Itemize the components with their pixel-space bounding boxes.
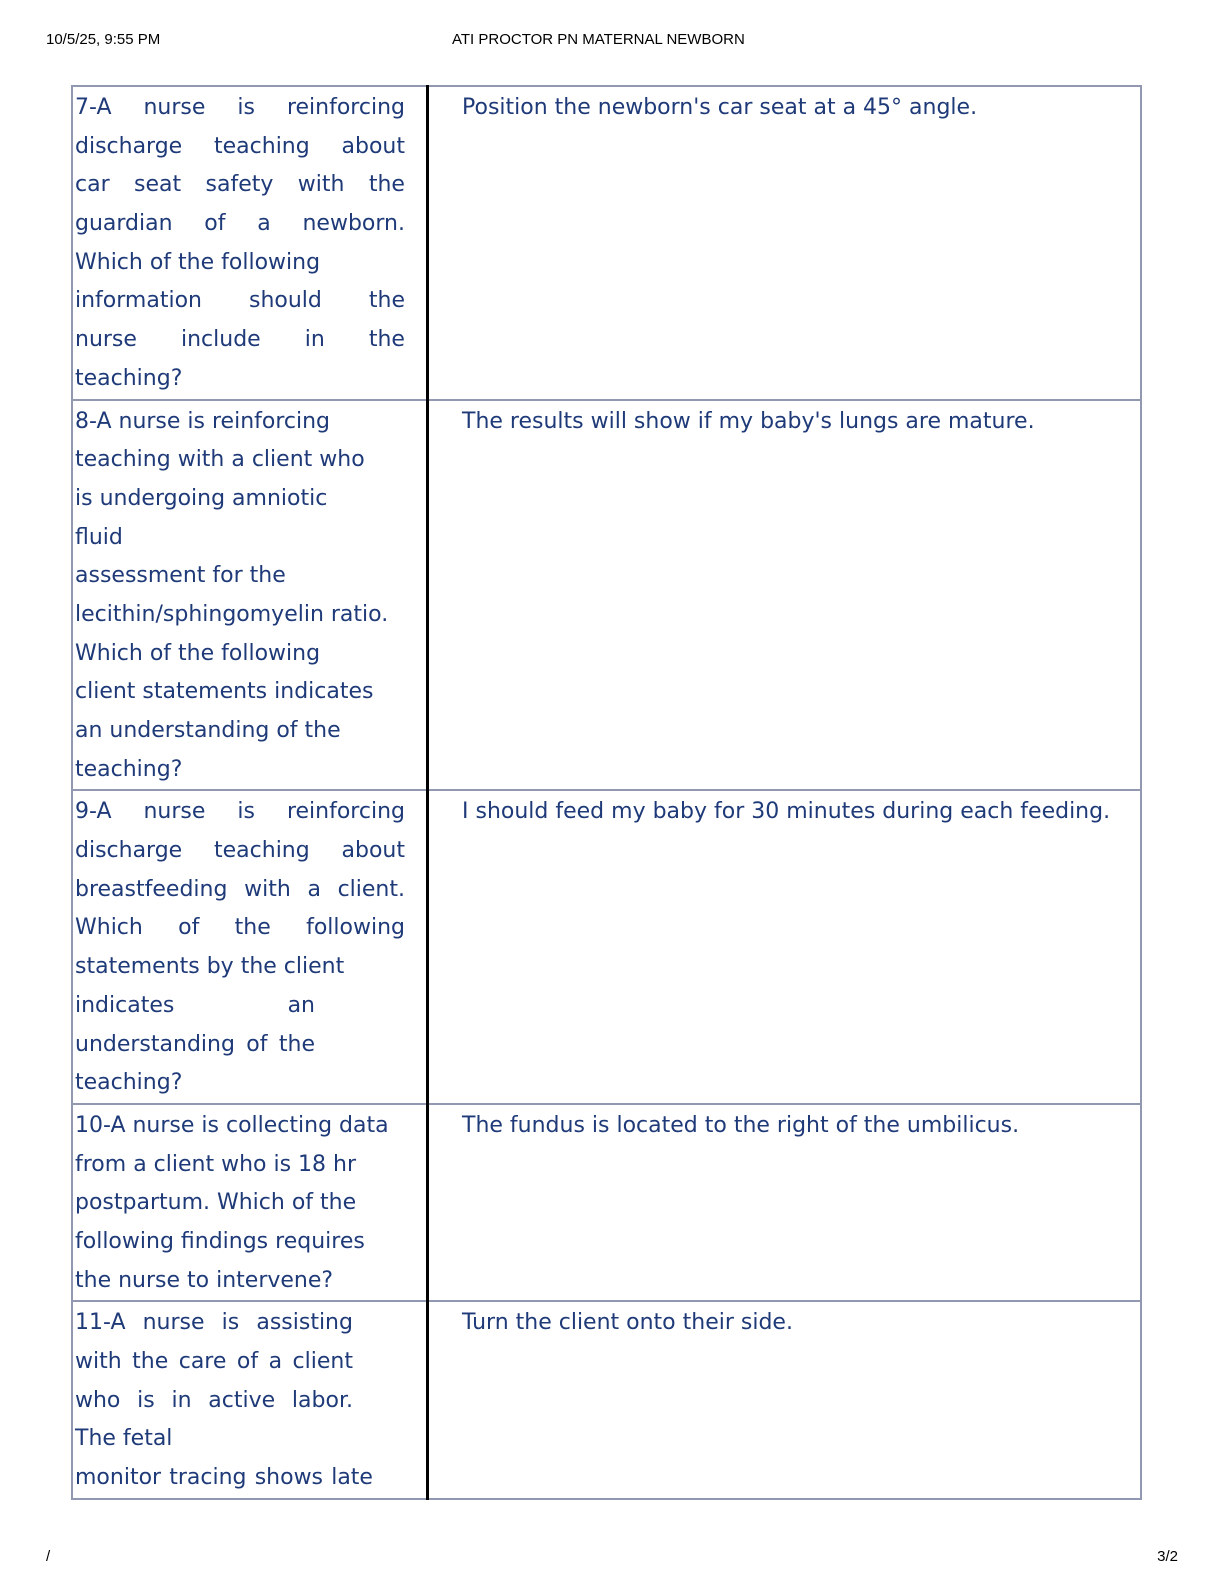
question-cell (72, 790, 428, 1104)
print-header (46, 31, 1178, 51)
question-word: in (304, 327, 325, 353)
question-word: is (137, 1387, 155, 1413)
question-line (75, 166, 405, 205)
question-cell (72, 1301, 428, 1498)
answer-cell (428, 790, 1142, 1104)
question-word: care (178, 1349, 227, 1374)
question-word: nurse (75, 327, 137, 353)
footer-path: / (46, 1548, 51, 1565)
question-word: understanding (75, 1031, 235, 1057)
question-line: Which of the following (75, 249, 321, 275)
question-line (75, 793, 405, 832)
table-row (72, 1104, 1141, 1301)
table-row (72, 790, 1141, 1104)
question-line: teaching? (75, 365, 183, 391)
answer-text: Turn the client onto their side. (462, 1310, 793, 1336)
question-word: seat (134, 172, 182, 198)
question-word: is (237, 95, 255, 120)
question-answer-table (71, 85, 1142, 1500)
question-word: with (75, 1349, 122, 1374)
question-cell (72, 1104, 428, 1301)
question-word: following (306, 915, 405, 941)
question-word: the (278, 1031, 315, 1057)
question-word: should (248, 288, 322, 314)
answer-text: I should feed my baby for 30 minutes during each feeding. (462, 799, 1111, 825)
question-line: 8-A nurse is reinforcing (75, 408, 331, 434)
question-word: a (257, 211, 271, 237)
question-word: discharge (75, 838, 183, 864)
question-word: labor. (291, 1387, 353, 1413)
question-word: monitor (75, 1465, 162, 1491)
question-word: a (307, 876, 321, 902)
question-line: an understanding of the (75, 718, 341, 743)
question-line (75, 987, 315, 1026)
question-line (75, 1343, 353, 1382)
question-word: the (368, 288, 405, 314)
answer-text: The results will show if my baby's lungs are mature. (462, 408, 1035, 434)
question-word: nurse (143, 95, 206, 120)
question-line (75, 1459, 373, 1498)
question-word: indicates (75, 992, 175, 1018)
question-line: postpartum. Which of the (75, 1190, 357, 1216)
question-line: lecithin/sphingomyelin ratio. (75, 601, 389, 627)
answer-cell (428, 400, 1142, 791)
question-line: client statements indicates (75, 679, 374, 705)
question-line (75, 205, 405, 244)
question-line: teaching? (75, 1070, 183, 1096)
answer-cell (428, 1301, 1142, 1498)
page-number: 3/2 (1157, 1548, 1178, 1565)
question-word: nurse (143, 799, 206, 825)
question-line: the nurse to intervene? (75, 1267, 334, 1293)
answer-cell (428, 86, 1142, 400)
question-line (75, 89, 405, 128)
question-word: information (75, 288, 202, 314)
question-word: shows (254, 1465, 324, 1491)
question-word: the (368, 172, 405, 198)
question-word: the (234, 915, 271, 941)
question-word: about (341, 133, 405, 159)
question-word: about (341, 838, 405, 864)
question-line (75, 909, 405, 948)
question-word: is (221, 1310, 240, 1336)
question-cell (72, 400, 428, 791)
question-word: tracing (169, 1465, 247, 1491)
question-word: 9-A (75, 799, 112, 825)
answer-text: Position the newborn's car seat at a 45° angle. (462, 95, 978, 120)
question-word: the (132, 1349, 169, 1374)
question-word: with (244, 876, 291, 902)
question-line: fluid (75, 524, 123, 550)
question-word: of (236, 1349, 259, 1374)
question-word: of (246, 1031, 268, 1057)
question-word: Which (75, 915, 143, 941)
question-word: assisting (256, 1310, 353, 1336)
question-word: 11-A (75, 1310, 126, 1336)
question-line: assessment for the (75, 563, 286, 589)
question-word: 7-A (75, 95, 112, 120)
question-word: nurse (142, 1310, 205, 1336)
question-word: discharge (75, 133, 183, 159)
question-word: reinforcing (286, 799, 405, 825)
question-word: a (268, 1349, 283, 1374)
question-word: newborn. (302, 211, 405, 237)
question-word: of (204, 211, 226, 237)
question-word: active (208, 1387, 276, 1413)
question-word: teaching (214, 133, 310, 159)
question-word: late (331, 1465, 373, 1491)
question-word: the (368, 327, 405, 353)
question-word: is (237, 799, 255, 825)
question-word: safety (205, 172, 274, 198)
question-word: of (178, 915, 200, 941)
question-line (75, 871, 405, 910)
question-word: reinforcing (286, 95, 405, 120)
question-line: 10-A nurse is collecting data (75, 1112, 389, 1138)
question-word: teaching (214, 838, 310, 864)
question-line (75, 1304, 353, 1343)
question-word: who (75, 1387, 121, 1413)
question-word: in (171, 1387, 192, 1413)
answer-cell (428, 1104, 1142, 1301)
question-word: guardian (75, 211, 173, 237)
question-line: teaching? (75, 756, 183, 782)
question-word: include (180, 327, 261, 353)
table-row (72, 400, 1141, 791)
question-line: The fetal (75, 1426, 173, 1452)
question-line: Which of the following (75, 640, 321, 666)
question-line: teaching with a client who (75, 447, 365, 473)
table-row (72, 86, 1141, 400)
question-word: with (297, 172, 345, 198)
question-line (75, 128, 405, 167)
question-word: car (75, 172, 110, 198)
question-line (75, 282, 405, 321)
question-word: client. (337, 876, 405, 902)
question-line: from a client who is 18 hr (75, 1151, 357, 1177)
question-line: following findings requires (75, 1228, 365, 1254)
table-row (72, 1301, 1141, 1498)
question-line (75, 1026, 315, 1065)
print-datetime: 10/5/25, 9:55 PM (46, 31, 161, 48)
question-line: statements by the client (75, 954, 345, 980)
answer-text: The fundus is located to the right of the umbilicus. (462, 1112, 1020, 1138)
question-line (75, 321, 405, 360)
question-line (75, 1382, 353, 1421)
question-word: client (292, 1349, 353, 1374)
question-line: is undergoing amniotic (75, 485, 328, 511)
question-word: breastfeeding (75, 876, 228, 902)
document-title: ATI PROCTOR PN MATERNAL NEWBORN (452, 31, 745, 48)
question-line (75, 832, 405, 871)
question-cell (72, 86, 428, 400)
question-word: an (287, 992, 315, 1018)
print-footer (46, 1548, 1178, 1568)
